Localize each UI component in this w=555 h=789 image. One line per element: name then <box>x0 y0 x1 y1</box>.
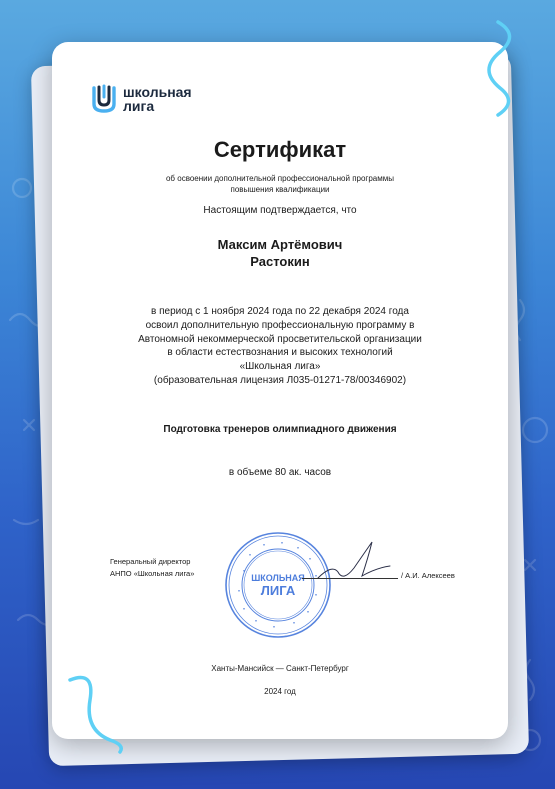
brand-logo <box>91 82 203 116</box>
brand-name-line2: лига <box>123 98 155 114</box>
stamp-text-line-1: ШКОЛЬНАЯ <box>251 573 305 583</box>
certificate-title: Сертификат <box>213 137 347 162</box>
course-title: Подготовка тренеров олимпиадного движения <box>163 424 397 435</box>
brand-logo-text <box>123 85 203 113</box>
signer-position <box>110 556 194 580</box>
body-line: «Школьная лига» <box>239 361 321 373</box>
issue-city: Ханты-Мансийск — Санкт-Петербург <box>211 664 349 673</box>
body-line: Автономной некоммерческой просветительской организации <box>138 333 422 345</box>
signer-name: / А.И. Алексеев <box>401 571 455 580</box>
issue-year: 2024 год <box>264 687 296 696</box>
course-hours: в объеме 80 ак. часов <box>228 467 332 478</box>
brand-logo-icon <box>91 84 117 114</box>
body-line: освоил дополнительную профессиональную программу в <box>145 319 415 331</box>
subtitle-line-1: об освоении дополнительной профессиональной программы <box>165 174 394 183</box>
recipient-surname: Растокин <box>250 254 310 269</box>
recipient-first-names: Максим Артёмович <box>217 237 343 252</box>
stamp-text-line-2: ЛИГА <box>260 583 296 598</box>
certificate-body <box>52 305 508 388</box>
signer-position-line-2: АНПО «Школьная лига» <box>110 569 195 578</box>
body-line: в период с 1 ноября 2024 года по 22 декабря 2024 года <box>151 306 409 317</box>
certificate-subtitle <box>52 173 508 195</box>
subtitle-line-2: повышения квалификации <box>230 185 330 194</box>
signature <box>310 538 405 593</box>
signature-line <box>302 578 398 579</box>
signer-position-line-1: Генеральный директор <box>110 557 191 566</box>
confirmation-text: Настоящим подтверждается, что <box>203 205 357 216</box>
brand-name-line1: школьная <box>123 84 192 100</box>
body-line: (образовательная лицензия Л035-01271-78/00346902) <box>153 374 407 386</box>
recipient-name <box>52 236 508 270</box>
body-line: в области естествознания и высоких технологий <box>167 347 393 359</box>
